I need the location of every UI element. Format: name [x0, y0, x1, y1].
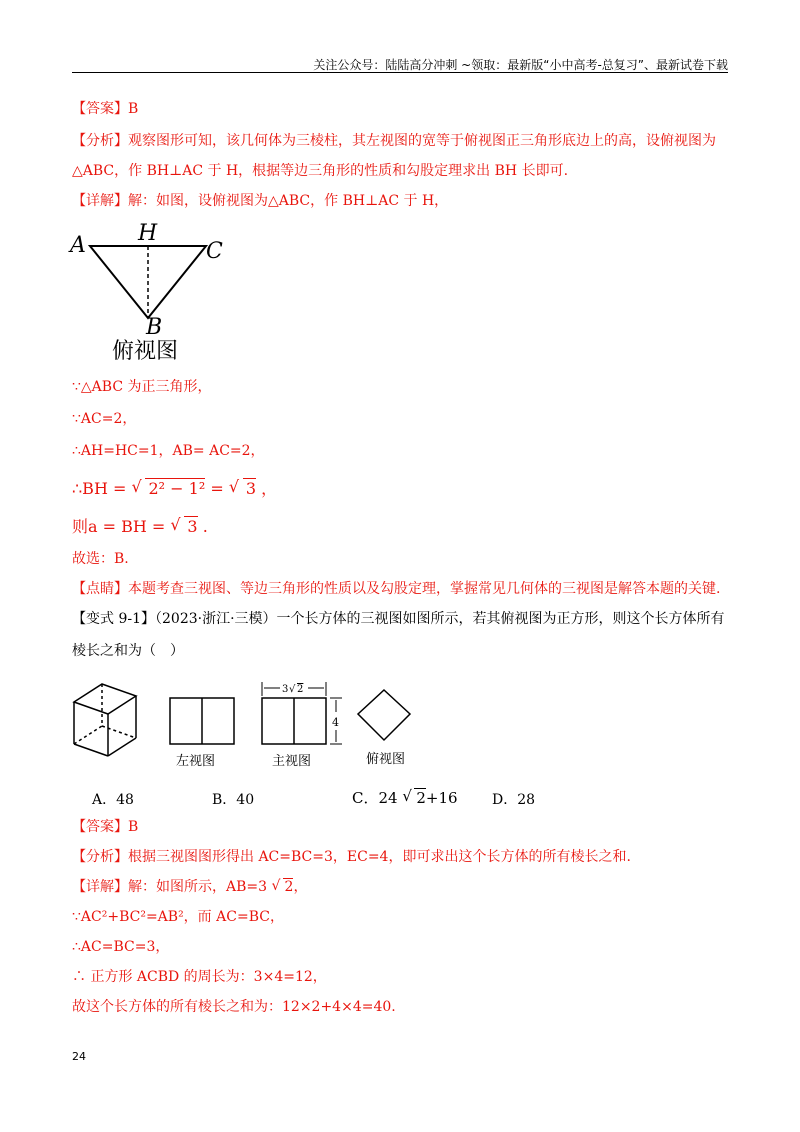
analysis-line-1	[72, 132, 716, 150]
q2-analysis-text: 根据三视图图形得出 AC=BC=3，EC=4，即可求出这个长方体的所有棱长之和.	[128, 849, 631, 865]
q2-analysis-line	[72, 848, 631, 866]
comment-text: 本题考查三视图、等边三角形的性质以及勾股定理，掌握常见几何体的三视图是解答本题的关键.	[128, 581, 721, 597]
radical-sqrt-3: √ 3	[228, 477, 257, 498]
detail-tag: 【详解】	[72, 193, 128, 209]
q2-analysis-tag: 【分析】	[72, 849, 128, 865]
step-2: ∵AC=2，	[72, 411, 137, 427]
formula-a-eq-bh: 则a = BH =	[72, 517, 166, 536]
left-view-drawing	[170, 698, 234, 744]
q2-stem-1: （2023·浙江·三模）一个长方体的三视图如图所示，若其俯视图为正方形，则这个长方体所有	[155, 611, 725, 627]
dim-top-rad: 2	[297, 684, 304, 695]
label-a: A	[70, 233, 86, 258]
step-5-formula	[72, 516, 208, 538]
comment-line	[72, 580, 720, 598]
formula-end-2: .	[202, 517, 208, 536]
dim-top-coef: 3	[282, 684, 289, 695]
sqrt-symbol-icon: √	[131, 477, 142, 496]
radical-sqrt-3-b: √ 3	[170, 515, 198, 536]
q2-answer-line	[72, 818, 138, 836]
sqrt-symbol-icon: √	[271, 878, 281, 894]
option-c-coef: 24	[378, 789, 398, 807]
top-view-caption: 俯视图	[366, 752, 406, 767]
header-rule	[72, 72, 728, 73]
radical-sqrt-2sq-minus-1sq: √ 2² − 1²	[131, 477, 206, 498]
formula-lhs: ∴BH =	[72, 479, 127, 498]
detail-text-1: 解：如图，设俯视图为△ABC，作 BH⊥AC 于 H，	[128, 193, 449, 209]
q2-detail-line-1: 【详解】解：如图所示，AB=3 √ 2，	[72, 878, 308, 895]
answer-value: B	[128, 101, 139, 117]
analysis-tag: 【分析】	[72, 133, 128, 149]
analysis-line-2: △ABC，作 BH⊥AC 于 H，根据等边三角形的性质和勾股定理求出 BH 长即可.	[72, 163, 569, 179]
dim-side: 4	[332, 716, 339, 729]
comment-tag: 【点睛】	[72, 581, 128, 597]
option-a: A．48	[92, 792, 134, 808]
triangle-top-view-figure	[66, 218, 236, 366]
q2-stem-line-1	[72, 610, 725, 628]
top-view-drawing	[358, 690, 410, 740]
detail-line-1	[72, 192, 448, 210]
q2-detail-radical: √ 2	[271, 878, 294, 895]
cuboid-drawing	[74, 684, 136, 756]
q2-detail-tag: 【详解】	[72, 879, 128, 895]
sqrt-symbol-icon: √	[402, 787, 412, 805]
answer-tag: 【答案】	[72, 101, 128, 117]
q2-step-2: ∴AC=BC=3，	[72, 939, 170, 955]
formula-end: ，	[261, 479, 278, 498]
q2-answer-value: B	[128, 819, 139, 835]
front-view-caption: 主视图	[272, 754, 312, 769]
page-header: 关注公众号：陆陆高分冲刺 ~领取：最新版“小中高考-总复习”、最新试卷下载	[313, 58, 728, 72]
label-c: C	[206, 239, 223, 264]
q2-stem-line-2: 棱长之和为（ ）	[72, 643, 184, 659]
q2-answer-tag: 【答案】	[72, 819, 128, 835]
analysis-text-1: 观察图形可知，该几何体为三棱柱，其左视图的宽等于俯视图正三角形底边上的高，设俯视图为	[128, 133, 716, 149]
q2-step-1: ∵AC²+BC²=AB²，而 AC=BC，	[72, 909, 284, 925]
page-number: 24	[72, 1050, 86, 1063]
q2-step-4: 故这个长方体的所有棱长之和为：12×2+4×4=40.	[72, 999, 396, 1015]
step-1: ∵△ABC 为正三角形，	[72, 379, 212, 395]
answer-line	[72, 100, 138, 118]
option-c-radical: √ 2	[402, 787, 426, 807]
step-4-formula	[72, 478, 277, 500]
option-b: B．40	[212, 792, 255, 808]
sqrt-symbol-icon: √	[228, 477, 240, 496]
step-6-choice: 故选：B.	[72, 551, 129, 567]
q2-tag: 【变式 9-1】	[72, 611, 155, 627]
q2-step-3: ∴ 正方形 ACBD 的周长为：3×4=12，	[72, 969, 327, 985]
caption-top-view: 俯视图	[112, 339, 179, 364]
formula-eq: =	[210, 479, 224, 498]
step-3: ∴AH=HC=1，AB= AC=2，	[72, 443, 265, 459]
left-view-caption: 左视图	[176, 754, 216, 769]
sqrt-symbol-icon: √	[170, 515, 181, 534]
label-h: H	[138, 221, 158, 246]
option-d: D．28	[492, 792, 536, 808]
label-b: B	[146, 315, 163, 340]
option-c: C．24 √ 2+16	[352, 787, 458, 807]
dim-top-sqrt-icon: √	[289, 684, 296, 695]
